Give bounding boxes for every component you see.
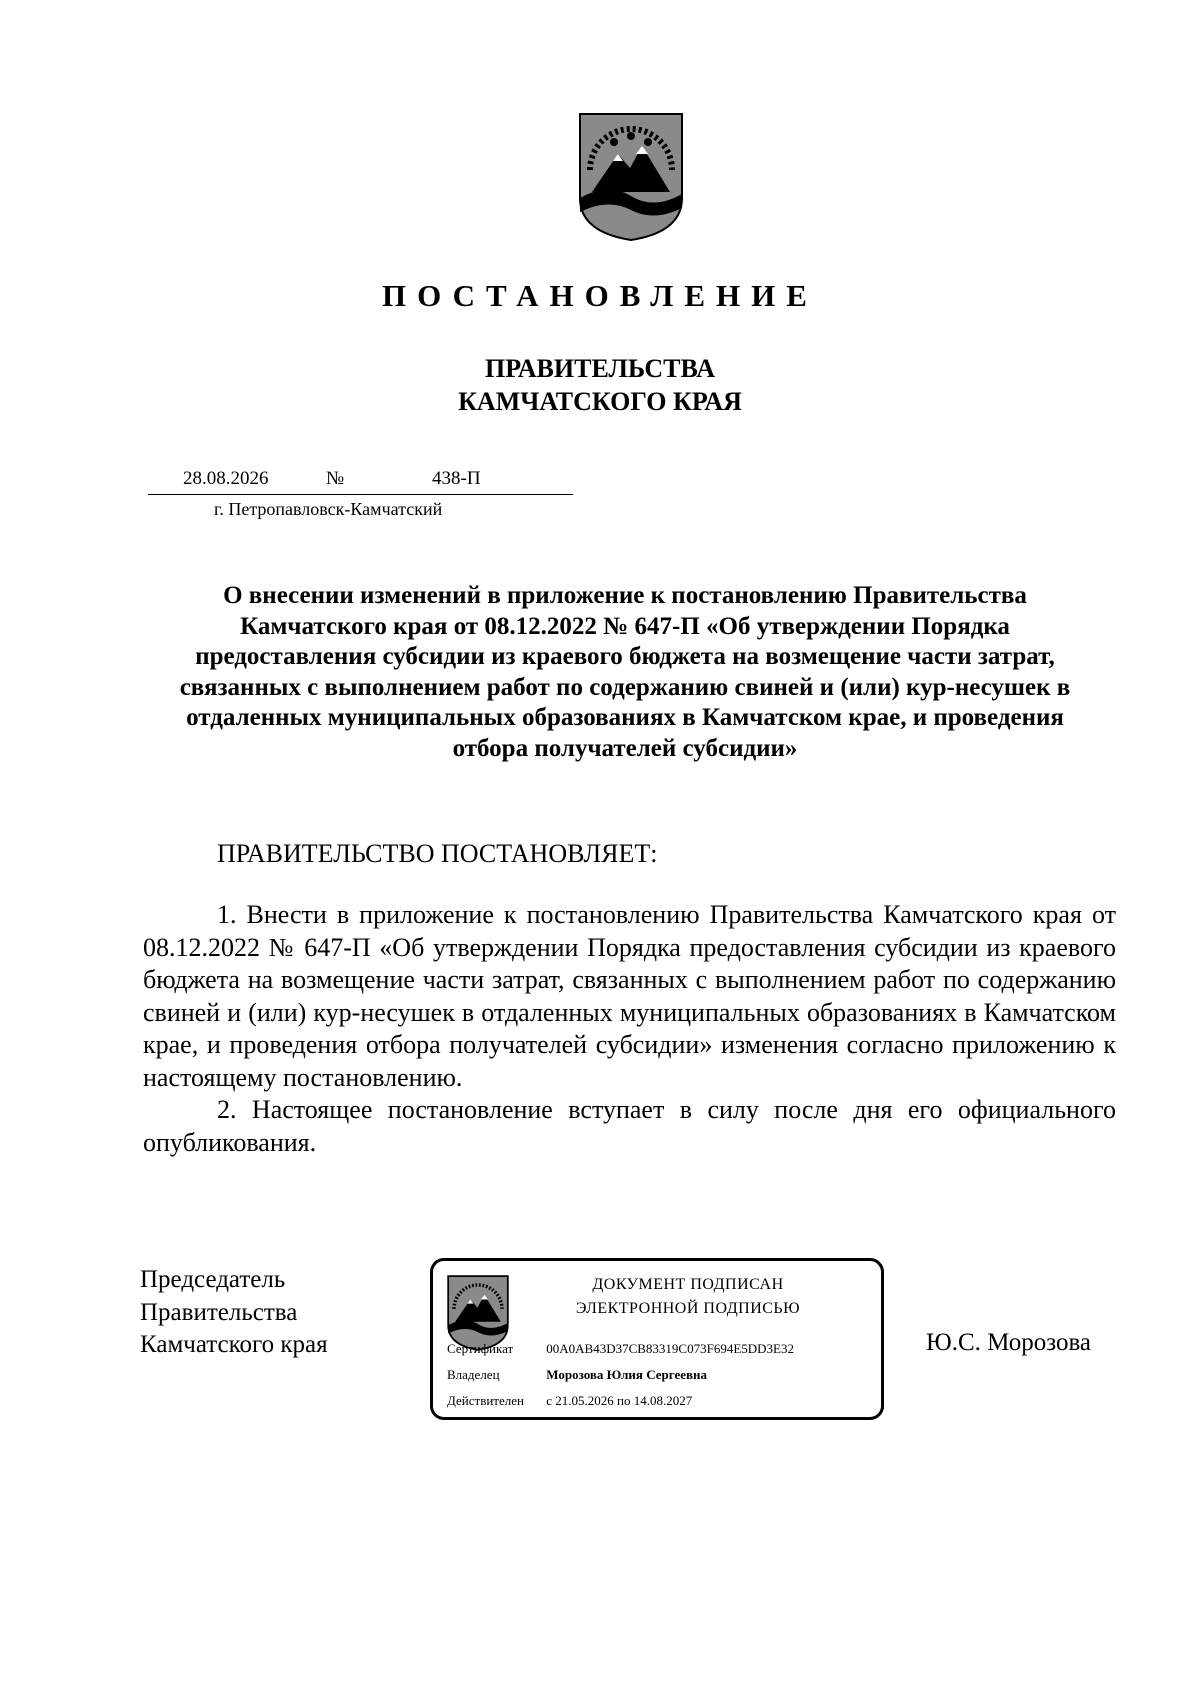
stamp-heading-line: ДОКУМЕНТ ПОДПИСАН [592,1276,784,1293]
certificate-label: Сертификат [447,1341,514,1356]
issuer-name [0,352,1200,418]
coat-of-arms-icon [578,112,684,242]
owner-value: Морозова Юлия Сергеевна [546,1367,708,1382]
document-city: г. Петропавловск-Камчатский [214,499,443,519]
signatory-title [140,1264,328,1362]
issuer-line: ПРАВИТЕЛЬСТВА [485,354,715,383]
document-number: 438-П [432,468,481,489]
document-body [143,899,1116,1159]
body-item-2: 2. Настоящее постановление вступает в силу после дня его официального опубликования. [143,1095,1116,1157]
stamp-heading [523,1273,853,1321]
registration-line [148,468,573,495]
owner-label: Владелец [447,1367,500,1382]
stamp-owner-row [447,1367,707,1383]
stamp-validity-row [447,1393,692,1409]
stamp-heading-line: ЭЛЕКТРОННОЙ ПОДПИСЬЮ [575,1300,801,1317]
document-date: 28.08.2026 [183,468,269,489]
signatory-title-line: Правительства [140,1298,298,1326]
certificate-value: 00A0AB43D37CB83319C073F694E5DD3E32 [546,1341,794,1356]
issuer-line: КАМЧАТСКОГО КРАЯ [458,387,742,416]
signatory-title-line: Камчатского края [140,1331,328,1358]
document-type-title: ПОСТАНОВЛЕНИЕ [382,278,818,313]
signatory-name: Ю.С. Морозова [926,1329,1092,1356]
validity-value: с 21.05.2026 по 14.08.2027 [546,1393,693,1408]
decree-phrase: ПРАВИТЕЛЬСТВО ПОСТАНОВЛЯЕТ: [217,839,658,868]
signatory-title-line: Председатель [140,1266,286,1293]
stamp-certificate-row [447,1341,794,1357]
document-subject: О внесении изменений в приложение к постановлению Правительства Камчатского края от 08.12.2022 № 647-П «Об утверждении Порядка предоставления субсидии из краевого бюджета на возмещение части затрат, связанных с выполнением работ по содержанию свиней и (или) кур-несушек в отдаленных муниципальных образованиях в Камчатском крае, и проведения отбора получателей субсидии» [179,582,1071,762]
number-sign: № [326,468,345,489]
stamp-coat-of-arms-icon [447,1275,509,1351]
electronic-signature-stamp [430,1258,884,1420]
validity-label: Действителен [447,1393,524,1408]
body-item-1: 1. Внести в приложение к постановлению Правительства Камчатского края от 08.12.2022 № 647-П «Об утверждении Порядка предоставления субсидии из краевого бюджета на возмещение части затрат, связанных с выполнением работ по содержанию свиней и (или) кур-несушек в отдаленных муниципальных образованиях в Камчатском крае, и проведения отбора получателей субсидии» изменения согласно приложению к настоящему постановлению. [143,900,1116,1092]
